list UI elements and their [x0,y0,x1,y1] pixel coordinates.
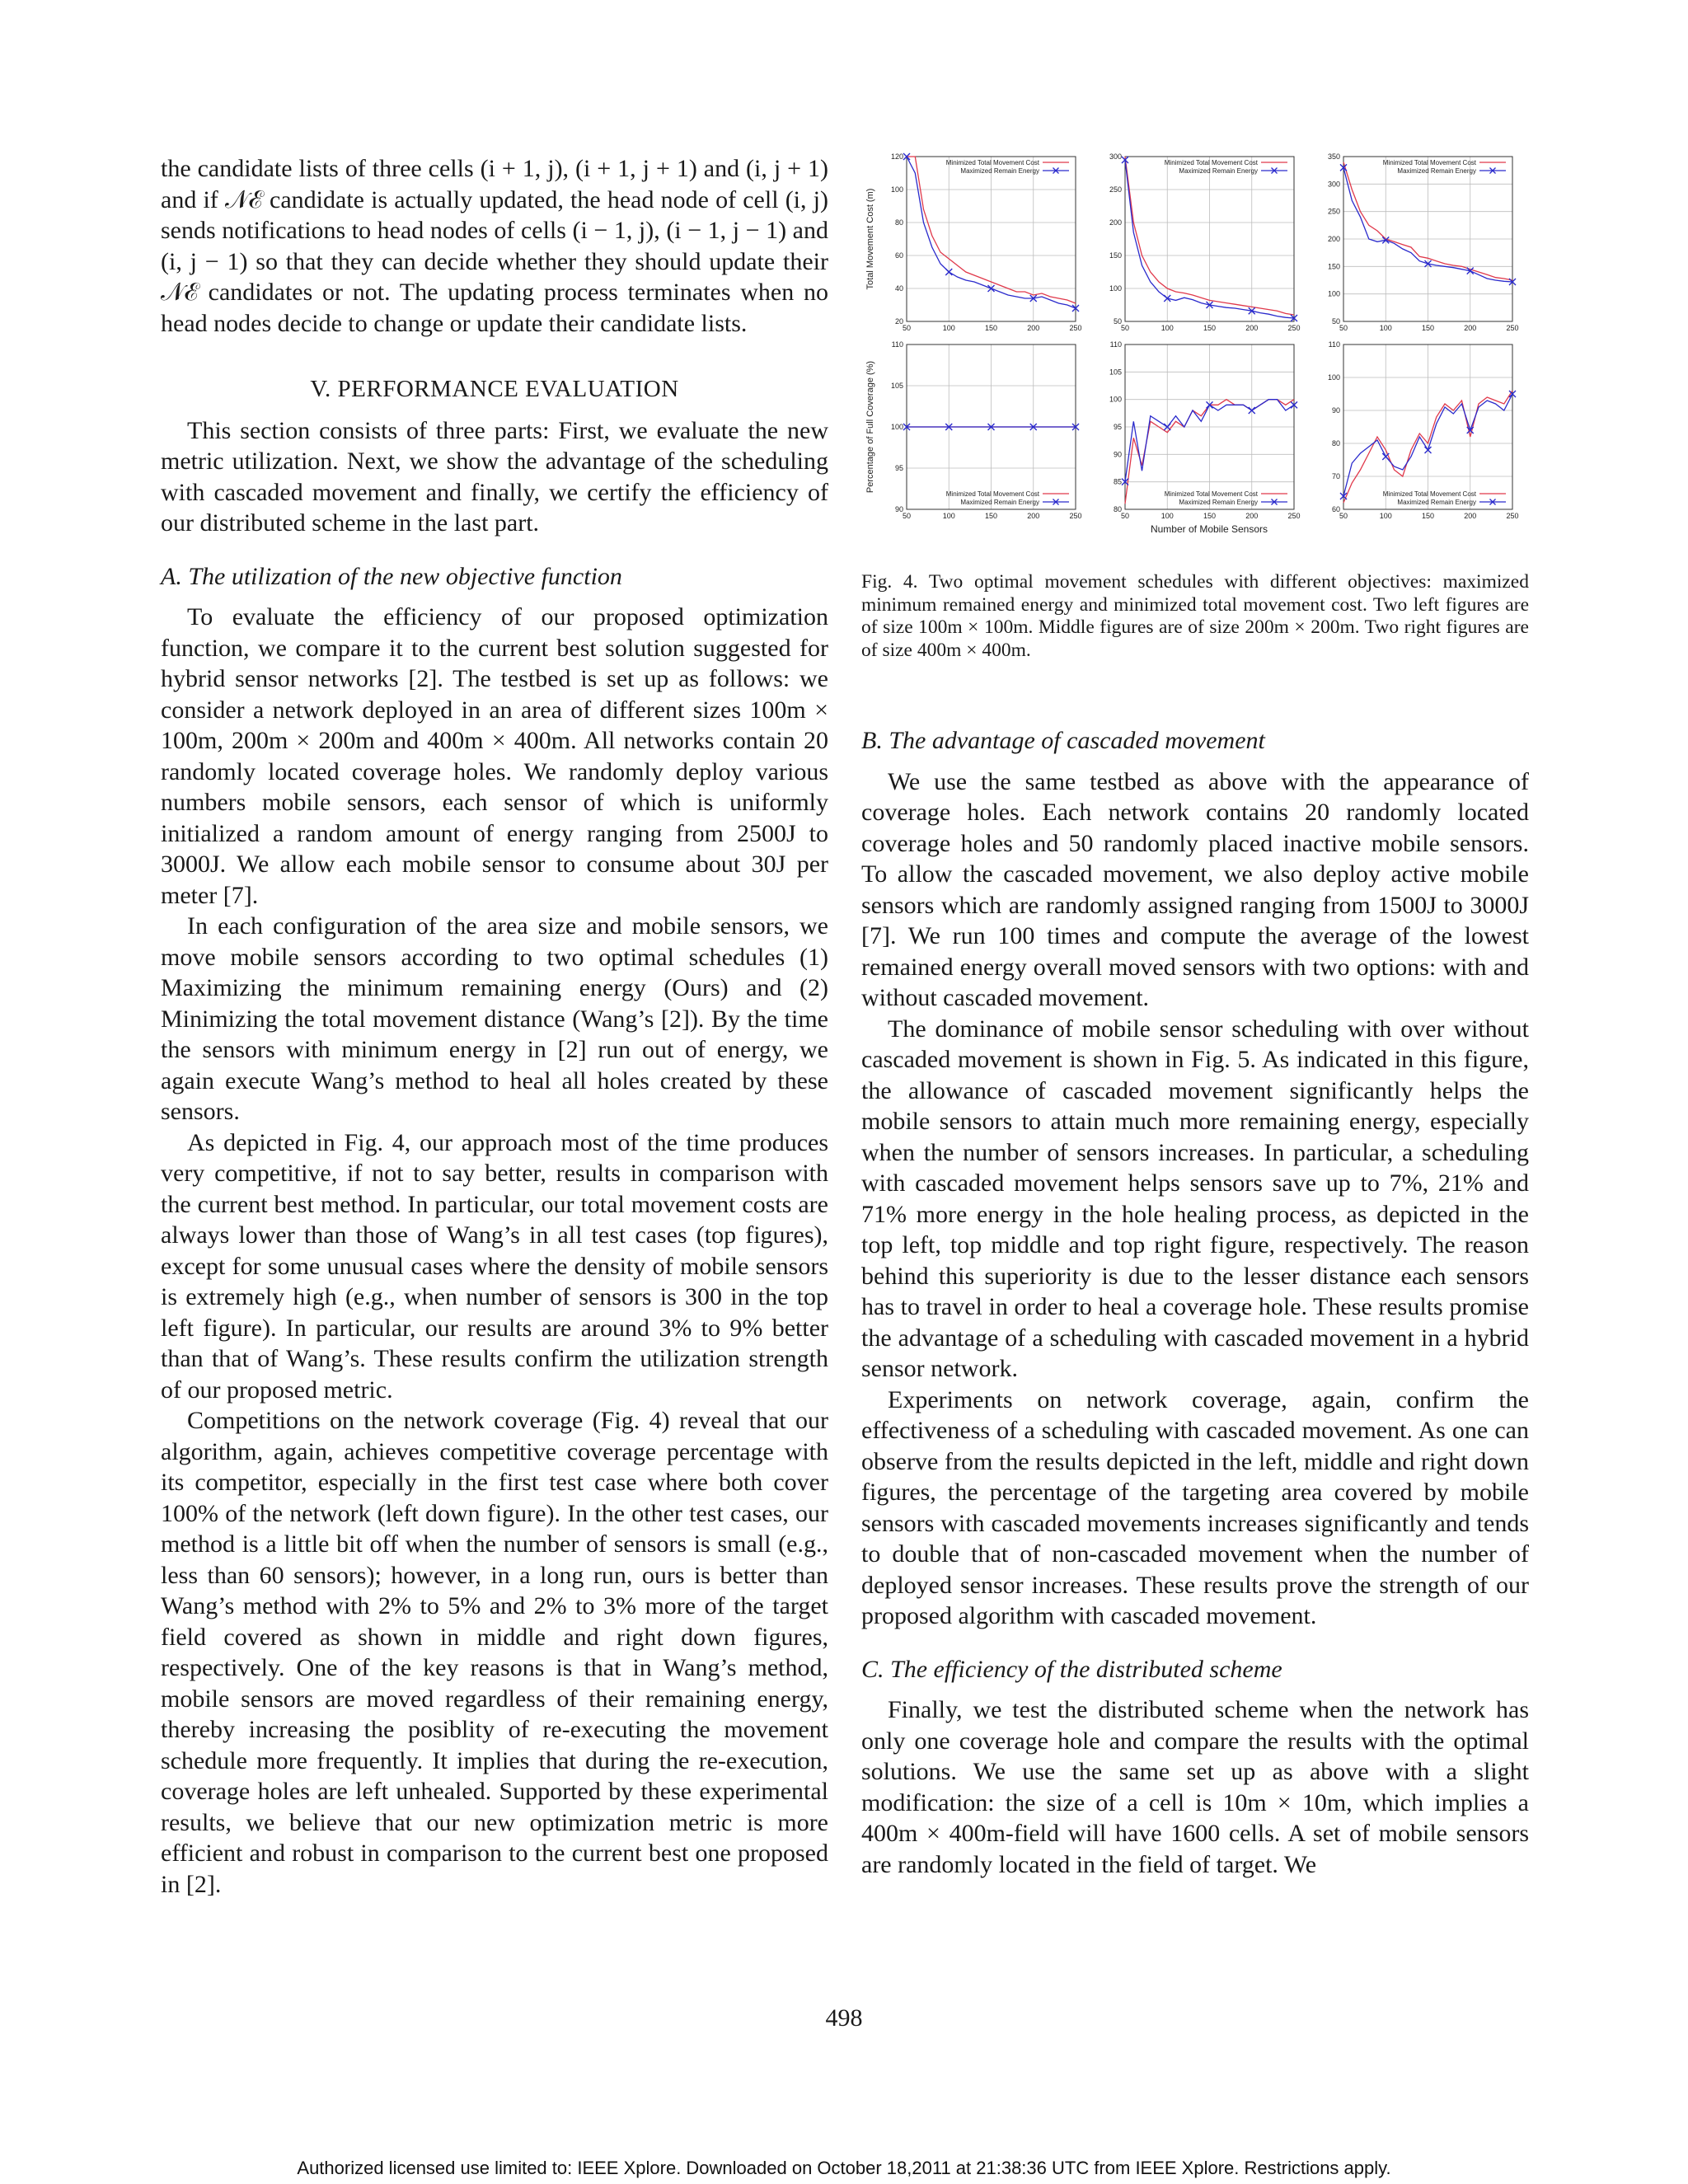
y-tick-label: 60 [894,251,903,260]
x-tick-label: 200 [1245,512,1259,520]
y-tick-label: 85 [1113,477,1122,486]
x-tick-label: 150 [1421,324,1435,332]
legend-label-blue: Maximized Remain Energy [960,167,1039,175]
para-intro: the candidate lists of three cells (i + 1, j), (i + 1, j + 1) and (i, j + 1) and if 𝒩ℰ candidate is actually updated, the head node of cell (i, j) sends notifications to head nodes of cells (i − 1, j), (i − 1, j − 1) and (i, j − 1) so that they can decide whether they should update their 𝒩ℰ candidates or not. The updating process terminates when no head nodes decide to change or update their candidate lists. [161,155,828,337]
y-tick-label: 105 [1109,368,1122,377]
x-tick-label: 50 [1120,324,1130,332]
y-tick-label: 110 [1328,340,1340,349]
para-a3: As depicted in Fig. 4, our approach most of the time produces very competitive, if not to say better, results in comparison with the current best method. In particular, our total movement costs are always lower than those of Wang’s in all test cases (top figures), except for some unusual cases where the density of mobile sensors is extremely high (e.g., when number of sensors is 300 in the top left figure). In particular, our results are around 3% to 9% better than that of Wang’s. These results confirm the utilization strength of our proposed metric. [161,1128,828,1404]
x-tick-label: 150 [984,324,998,332]
x-tick-label: 100 [1379,512,1392,520]
legend-label-red: Minimized Total Movement Cost [1164,490,1258,498]
x-tick-label: 150 [984,512,998,520]
legend-label-blue: Maximized Remain Energy [1179,499,1258,506]
legend-label-blue: Maximized Remain Energy [1397,167,1476,175]
y-tick-label: 150 [1109,251,1122,260]
y-tick-label: 90 [1331,406,1340,415]
para-c1: Finally, we test the distributed scheme when the network has only one coverage hole and compare the results with the optimal solutions. We use the same set up as above with a slight modification: the size of a cell is 10m × 10m, which implies a 400m × 400m-field will have 1600 cells. A set of mobile sensors are randomly located in the field of target. We [861,1696,1529,1878]
y-tick-label: 70 [1331,472,1340,480]
x-tick-label: 250 [1506,324,1519,332]
left-column [161,153,828,1900]
y-tick-label: 95 [1113,423,1122,431]
subsection-c-heading: C. The efficiency of the distributed scheme [861,1655,1282,1683]
para-a1: To evaluate the efficiency of our proposed optimization function, we compare it to the current best solution suggested for hybrid sensor networks [2]. The testbed is set up as follows: we consider a network deployed in an area of different sizes 100m × 100m, 200m × 200m and 400m × 400m. All networks contain 20 randomly located coverage holes. We randomly deploy various numbers mobile sensors, each sensor of which is uniformly initialized a random amount of energy ranging from 2500J to 3000J. We allow each mobile sensor to consume about 30J per meter [7]. [161,603,828,909]
y-tick-label: 50 [1113,317,1122,326]
legend-label-blue: Maximized Remain Energy [960,499,1039,506]
x-tick-label: 200 [1464,324,1477,332]
y-tick-label: 110 [891,340,903,349]
para-a4: Competitions on the network coverage (Fig. 4) reveal that our algorithm, again, achieves competitive coverage percentage with its competitor, especially in the first test case where both cover 100% of the network (left down figure). In the other test cases, our method is a little bit off when the number of sensors is small (e.g., less than 60 sensors); however, in a long run, ours is better than Wang’s method with 2% to 5% and 2% to 3% more of the target field covered as shown in middle and right down figures, respectively. One of the key reasons is that in Wang’s method, mobile sensors are moved regardless of their remaining energy, thereby increasing the posiblity of re-executing the movement schedule more frequently. It implies that during the re-execution, coverage holes are left unhealed. Supported by these experimental results, we believe that our new optimization metric is more efficient and robust in comparison to the current best one proposed in [2]. [161,1407,828,1898]
x-axis-title: Number of Mobile Sensors [1150,523,1268,535]
y-tick-label: 50 [1331,317,1340,326]
y-tick-label: 90 [894,505,903,513]
section-heading: V. PERFORMANCE EVALUATION [310,376,679,402]
y-tick-label: 80 [1113,505,1122,513]
subsection-b-heading: B. The advantage of cascaded movement [861,727,1265,754]
y-tick-label: 100 [1109,284,1122,293]
x-tick-label: 200 [1027,512,1040,520]
legend-label-red: Minimized Total Movement Cost [1382,159,1476,166]
y-tick-label: 300 [1327,180,1340,189]
y-tick-label: 20 [894,317,903,326]
x-tick-label: 100 [1379,324,1392,332]
y-tick-label: 150 [1327,262,1340,271]
para-section: This section consists of three parts: First, we evaluate the new metric utilization. Next, we show the advantage of the scheduling with cascaded movement and finally, we certify the efficiency of our distributed scheme in the last part. [161,416,828,537]
page-number: 498 [825,2004,863,2032]
y-tick-label: 95 [894,464,903,472]
y-tick-label: 80 [1331,439,1340,448]
legend-label-red: Minimized Total Movement Cost [945,490,1039,498]
x-tick-label: 200 [1027,324,1040,332]
x-tick-label: 150 [1421,512,1435,520]
x-tick-label: 50 [1120,512,1130,520]
legend-label-red: Minimized Total Movement Cost [945,159,1039,166]
x-tick-label: 250 [1069,512,1082,520]
legend-label-blue: Maximized Remain Energy [1397,499,1476,506]
x-tick-label: 50 [1339,512,1348,520]
y-tick-label: 100 [1327,373,1340,382]
x-tick-label: 100 [942,324,955,332]
y-tick-label: 110 [1109,340,1122,349]
x-tick-label: 100 [1160,324,1174,332]
x-tick-label: 250 [1287,324,1301,332]
x-tick-label: 250 [1287,512,1301,520]
subsection-a-heading: A. The utilization of the new objective function [161,562,622,590]
figure-caption: Fig. 4. Two optimal movement schedules with different objectives: maximized minimum remained energy and minimized total movement cost. Two left figures are of size 100m × 100m. Middle figures are of size 200m × 200m. Two right figures are of size 400m × 400m. [861,571,1529,661]
y-tick-label: 200 [1327,235,1340,243]
y-tick-label: 105 [890,382,903,390]
y-tick-label: 40 [894,284,903,293]
y-tick-label: 100 [890,423,903,431]
x-tick-label: 100 [1160,512,1174,520]
x-tick-label: 200 [1245,324,1259,332]
legend-label-blue: Maximized Remain Energy [1179,167,1258,175]
legend-label-red: Minimized Total Movement Cost [1382,490,1476,498]
y-tick-label: 300 [1109,152,1122,161]
x-tick-label: 250 [1069,324,1082,332]
x-tick-label: 50 [902,512,912,520]
para-a2: In each configuration of the area size and mobile sensors, we move mobile sensors according to two optimal schedules (1) Maximizing the minimum remaining energy (Ours) and (2) Minimizing the total movement distance (Wang’s [2]). By the time the sensors with minimum energy in [2] run out of energy, we again execute Wang’s method to heal all holes created by these sensors. [161,912,828,1125]
y-tick-label: 350 [1327,152,1340,161]
right-column [861,725,1529,1880]
x-tick-label: 200 [1464,512,1477,520]
para-b3: Experiments on network coverage, again, confirm the effectiveness of a scheduling with cascaded movement. As one can observe from the results depicted in the left, middle and right down figures, the percentage of the targeting area covered by mobile sensors with cascaded movements increases significantly and tends to double that of non-cascaded movement when the number of deployed sensor increases. These results prove the strength of our proposed algorithm with cascaded movement. [861,1385,1529,1629]
para-b1: We use the same testbed as above with the appearance of coverage holes. Each network contains 20 randomly located coverage holes and 50 randomly placed inactive mobile sensors. To allow the cascaded movement, we also deploy active mobile sensors which are randomly assigned ranging from 1500J to 3000J [7]. We run 100 times and compute the average of the lowest remained energy overall moved sensors with two options: with and without cascaded movement. [861,767,1529,1011]
y-tick-label: 120 [890,152,903,161]
y-tick-label: 250 [1109,185,1122,194]
figure-4 [861,148,1537,552]
y-tick-label: 60 [1331,505,1340,513]
y-axis-title-top: Total Movement Cost (m) [865,188,875,290]
x-tick-label: 50 [1339,324,1348,332]
x-tick-label: 150 [1203,324,1217,332]
figure-4-chart [861,148,1537,552]
y-axis-title-bottom: Percentage of Full Coverage (%) [865,360,875,494]
y-tick-label: 200 [1109,218,1122,227]
x-tick-label: 50 [902,324,912,332]
para-b2: The dominance of mobile sensor scheduling with over without cascaded movement is shown in Fig. 5. As indicated in this figure, the allowance of cascaded movement significantly helps the mobile sensors to attain much more remaining energy, especially when the number of sensors increases. In particular, a scheduling with cascaded movement helps sensors save up to 7%, 21% and 71% more energy in the hole healing process, as depicted in the top left, top middle and top right figure, respectively. The reason behind this superiority is due to the lesser distance each sensors has to travel in order to heal a coverage hole. These results promise the advantage of a scheduling with cascaded movement in a hybrid sensor network. [861,1015,1529,1382]
x-tick-label: 250 [1506,512,1519,520]
y-tick-label: 100 [1109,395,1122,404]
y-tick-label: 100 [890,185,903,194]
license-footer: Authorized licensed use limited to: IEEE Xplore. Downloaded on October 18,2011 at 21:38:36 UTC from IEEE Xplore. Restrictions apply. [297,2158,1391,2178]
y-tick-label: 90 [1113,450,1122,459]
y-tick-label: 250 [1327,207,1340,216]
y-tick-label: 100 [1327,289,1340,298]
y-tick-label: 80 [894,218,903,227]
x-tick-label: 150 [1203,512,1217,520]
x-tick-label: 100 [942,512,955,520]
legend-label-red: Minimized Total Movement Cost [1164,159,1258,166]
